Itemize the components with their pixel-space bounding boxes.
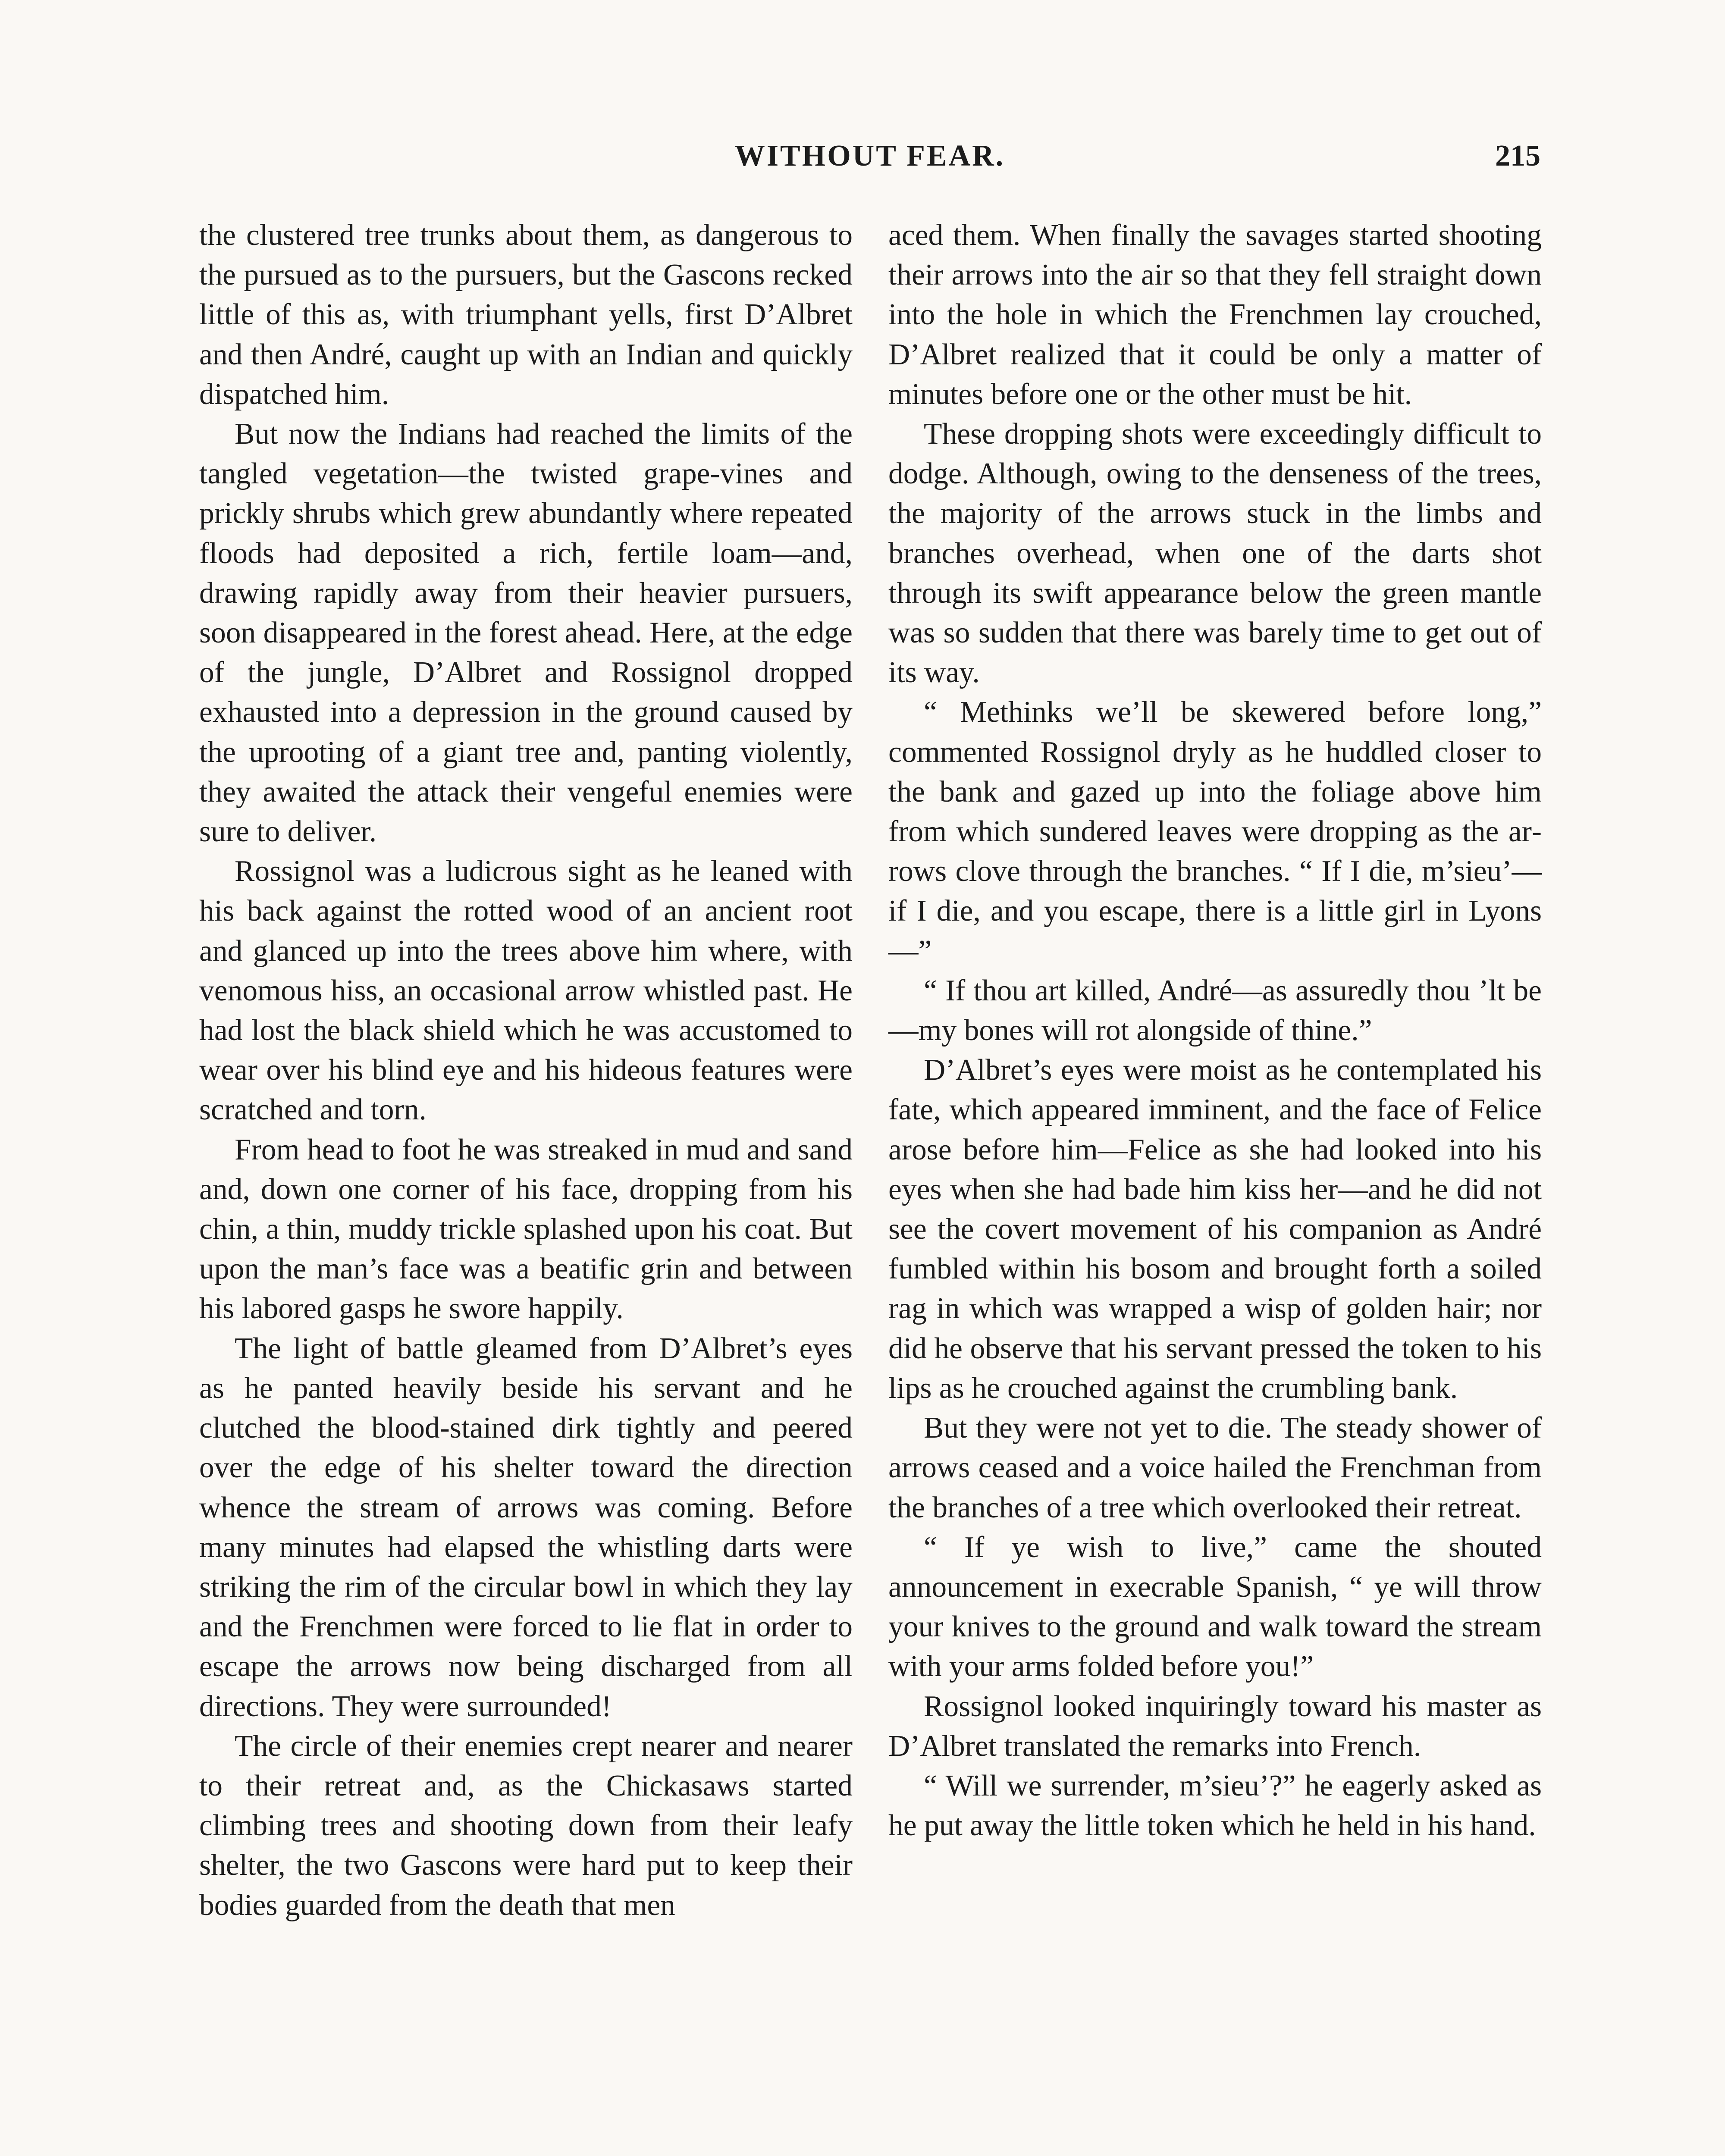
- paragraph: “ If thou art killed, André—as assuredly thou ’lt be—my bones will rot alongside of thine.”: [888, 974, 1542, 1047]
- paragraph: The circle of their enemies crept nearer and nearer to their retreat and, as the Chickasaws started climbing trees and shooting down from their leafy shelter, the two Gascons were hard put to keep their bodies guarded from the death that men: [199, 1729, 853, 1922]
- text-column-left: [199, 216, 853, 1925]
- paragraph: “ If ye wish to live,” came the shouted announcement in execrable Spanish, “ ye will throw your knives to the ground and walk toward the stream with your arms folded before you!”: [888, 1530, 1542, 1683]
- page-number: 215: [1495, 139, 1540, 172]
- paragraph: But now the Indians had reached the limits of the tangled vegetation—the twisted grape-vines and prickly shrubs which grew abundantly where repeated floods had deposited a rich, fertile loam—and, drawing rapidly away from their heavier pursuers, soon disappeared in the forest ahead. Here, at the edge of the jungle, D’Albret and Rossignol dropped exhausted into a depression in the ground caused by the uprooting of a giant tree and, panting violently, they awaited the attack their vengeful enemies were sure to deliver.: [199, 417, 853, 849]
- paragraph: The light of battle gleamed from D’Albret’s eyes as he panted heavily beside his servant and he clutched the blood-stained dirk tightly and peered over the edge of his shelter toward the direction whence the stream of arrows was coming. Before many minutes had elapsed the whistling darts were striking the rim of the circular bowl in which they lay and the Frenchmen were forced to lie flat in order to escape the arrows now being discharged from all directions. They were surrounded!: [199, 1332, 853, 1723]
- paragraph: But they were not yet to die. The steady shower of arrows ceased and a voice hailed the Frenchman from the branches of a tree which overlooked their retreat.: [888, 1411, 1542, 1524]
- paragraph: the clustered tree trunks about them, as dangerous to the pursued as to the pursuers, but the Gascons recked little of this as, with triumphant yells, first D’Albret and then André, caught up with an Indian and quickly dispatched him.: [199, 219, 853, 411]
- paragraph: Rossignol was a ludicrous sight as he leaned with his back against the rotted wood of an ancient root and glanced up into the trees above him where, with venomous hiss, an occasional arrow whistled past. He had lost the black shield which he was accustomed to wear over his blind eye and his hideous features were scratched and torn.: [199, 855, 853, 1127]
- paragraph: Rossignol looked inquiringly toward his master as D’Albret translated the remarks into French.: [888, 1689, 1542, 1763]
- running-head: [199, 139, 1540, 186]
- chapter-title: WITHOUT FEAR.: [734, 139, 1005, 172]
- text-column-right: [888, 216, 1542, 1846]
- paragraph: “ Will we surrender, m’sieu’?” he eagerly asked as he put away the little token which he held in his hand.: [888, 1769, 1542, 1843]
- paragraph: These dropping shots were exceedingly difficult to dodge. Although, owing to the denseness of the trees, the majority of the arrows stuck in the limbs and branches overhead, when one of the darts shot through its swift appearance below the green mantle was so sudden that there was barely time to get out of its way.: [888, 417, 1542, 689]
- paragraph: aced them. When finally the savages started shooting their arrows into the air so that they fell straight down into the hole in which the Frenchmen lay crouched, D’Albret realized that it could be only a matter of minutes before one or the other must be hit.: [888, 219, 1542, 411]
- paragraph: D’Albret’s eyes were moist as he contemplated his fate, which appeared imminent, and the face of Felice arose before him—Felice as she had looked into his eyes when she had bade him kiss her—and he did not see the covert movement of his companion as André fumbled within his bosom and brought forth a soiled rag in which was wrapped a wisp of golden hair; nor did he observe that his servant pressed the token to his lips as he crouched against the crumbling bank.: [888, 1053, 1542, 1405]
- paragraph: From head to foot he was streaked in mud and sand and, down one corner of his face, dropping from his chin, a thin, muddy trickle splashed upon his coat. But upon the man’s face was a beatific grin and between his labored gasps he swore happily.: [199, 1133, 853, 1326]
- paragraph: “ Methinks we’ll be skewered before long,” commented Rossignol dryly as he huddled closer to the bank and gazed up into the foliage above him from which sundered leaves were dropping as the arrows clove through the branches. “ If I die, m’sieu’—if I die, and you escape, there is a little girl in Lyons—”: [888, 696, 1542, 968]
